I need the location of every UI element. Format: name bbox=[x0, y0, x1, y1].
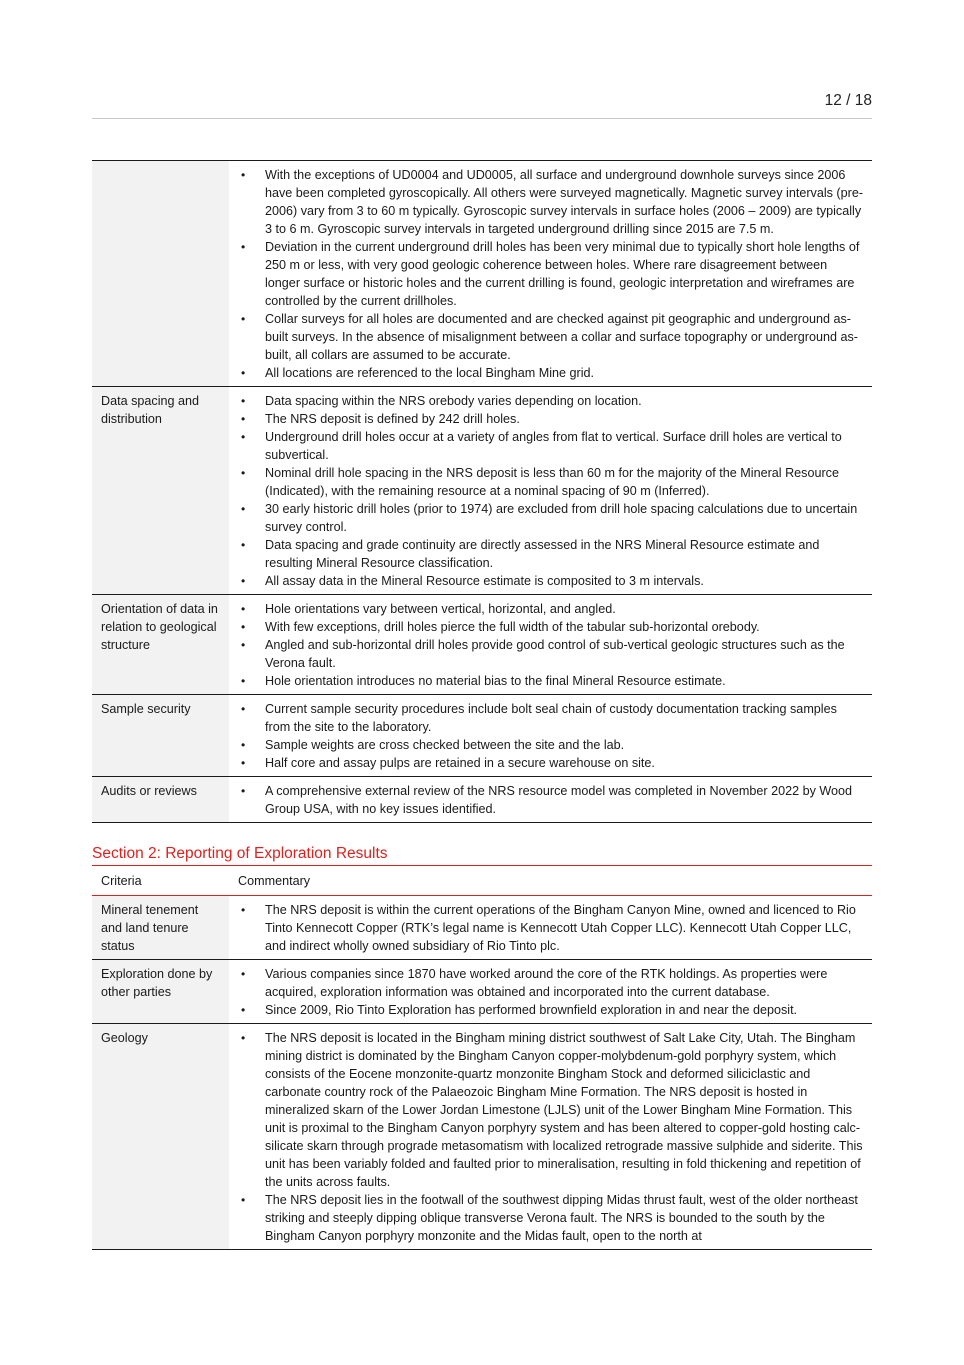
commentary-bullet: • All locations are referenced to the local Bingham Mine grid. bbox=[265, 364, 864, 382]
criteria-row-data-spacing-and-distribution bbox=[92, 387, 872, 595]
commentary-bullet: • All assay data in the Mineral Resource estimate is composited to 3 m intervals. bbox=[265, 572, 864, 590]
commentary-bullet: • Since 2009, Rio Tinto Exploration has performed brownfield exploration in and near the deposit. bbox=[265, 1001, 864, 1019]
commentary-bullet: • The NRS deposit lies in the footwall of the southwest dipping Midas thrust fault, west of the older northeast striking and steeply dipping oblique transverse Verona fault. The NRS is bounded to the south by the Bingham Canyon porphyry monzonite and the Midas fault, open to the north at bbox=[265, 1191, 864, 1245]
commentary-bullet-list bbox=[238, 166, 864, 382]
commentary-bullet: • Half core and assay pulps are retained in a secure warehouse on site. bbox=[265, 754, 864, 772]
criteria-row-sample-security bbox=[92, 695, 872, 777]
section2-header-row bbox=[92, 866, 872, 896]
commentary-header: Commentary bbox=[229, 866, 872, 896]
commentary-cell bbox=[229, 161, 872, 387]
section1-table bbox=[92, 160, 872, 823]
criteria-row-exploration-done-by-other-parties bbox=[92, 960, 872, 1024]
commentary-bullet-list bbox=[238, 700, 864, 772]
commentary-bullet: • Current sample security procedures include bolt seal chain of custody documentation tracking samples from the site to the laboratory. bbox=[265, 700, 864, 736]
commentary-cell bbox=[229, 960, 872, 1024]
criteria-row-mineral-tenement-and-land-tenure-status bbox=[92, 896, 872, 960]
commentary-bullet: • The NRS deposit is defined by 242 drill holes. bbox=[265, 410, 864, 428]
section2-table-body bbox=[92, 866, 872, 1250]
commentary-bullet: • Various companies since 1870 have worked around the core of the RTK holdings. As properties were acquired, exploration information was obtained and incorporated into the current database. bbox=[265, 965, 864, 1001]
commentary-bullet-list bbox=[238, 1029, 864, 1245]
commentary-bullet: • Hole orientations vary between vertical, horizontal, and angled. bbox=[265, 600, 864, 618]
commentary-bullet: • Sample weights are cross checked between the site and the lab. bbox=[265, 736, 864, 754]
commentary-bullet: • Data spacing within the NRS orebody varies depending on location. bbox=[265, 392, 864, 410]
commentary-bullet: • Angled and sub-horizontal drill holes provide good control of sub-vertical geologic structures such as the Verona fault. bbox=[265, 636, 864, 672]
commentary-bullet: • Deviation in the current underground drill holes has been very minimal due to typically short hole lengths of 250 m or less, with very good geologic coherence between holes. Where rare disagreement between longer surface or historic holes and the current drilling is found, geologic interpretation and wireframes are controlled by the current drillholes. bbox=[265, 238, 864, 310]
commentary-bullet: • Hole orientation introduces no material bias to the final Mineral Resource estimate. bbox=[265, 672, 864, 690]
commentary-cell bbox=[229, 695, 872, 777]
commentary-bullet: • 30 early historic drill holes (prior to 1974) are excluded from drill hole spacing calculations due to uncertain survey control. bbox=[265, 500, 864, 536]
commentary-bullet: • With few exceptions, drill holes pierce the full width of the tabular sub-horizontal orebody. bbox=[265, 618, 864, 636]
commentary-bullet-list bbox=[238, 901, 864, 955]
criteria-row-audits-or-reviews bbox=[92, 777, 872, 823]
criteria-label: Exploration done by other parties bbox=[92, 960, 229, 1024]
commentary-bullet-list bbox=[238, 965, 864, 1019]
commentary-bullet: • With the exceptions of UD0004 and UD0005, all surface and underground downhole surveys since 2006 have been completed gyroscopically. All others were surveyed magnetically. Magnetic survey intervals (pre-2006) vary from 3 to 60 m typically. Gyroscopic survey intervals in surface holes (2006 – 2009) are typically 3 to 6 m. Gyroscopic survey intervals in targeted underground drilling since 2015 are 7.5 m. bbox=[265, 166, 864, 238]
criteria-label bbox=[92, 161, 229, 387]
section2-title: Section 2: Reporting of Exploration Results bbox=[92, 844, 872, 866]
commentary-cell bbox=[229, 387, 872, 595]
commentary-bullet: • Underground drill holes occur at a variety of angles from flat to vertical. Surface drill holes are vertical to subvertical. bbox=[265, 428, 864, 464]
criteria-label: Sample security bbox=[92, 695, 229, 777]
commentary-bullet: • Nominal drill hole spacing in the NRS deposit is less than 60 m for the majority of the Mineral Resource (Indicated), with the remaining resource at a nominal spacing of 90 m (Inferred). bbox=[265, 464, 864, 500]
commentary-bullet: • The NRS deposit is located in the Bingham mining district southwest of Salt Lake City, Utah. The Bingham mining district is dominated by the Bingham Canyon copper-molybdenum-gold porphyry system, which consists of the Eocene monzonite-quartz monzonite Bingham Stock and deformed siliciclastic and carbonate country rock of the Palaeozoic Bingham Mine Formation. The NRS deposit is hosted in mineralized skarn of the Lower Jordan Limestone (LJLS) unit of the Lower Bingham Mine Formation. This unit is proximal to the Bingham Canyon porphyry system and has been altered to copper-gold hosting calc-silicate skarn through prograde metasomatism with localized retrograde massive sulphide and siderite. This unit has been variably folded and faulted prior to mineralisation, resulting in fold thickening and repetition of the units across faults. bbox=[265, 1029, 864, 1191]
header-rule bbox=[92, 118, 872, 119]
criteria-label: Orientation of data in relation to geological structure bbox=[92, 595, 229, 695]
criteria-row-geology bbox=[92, 1024, 872, 1250]
criteria-row-orientation-of-data-in-relation-to-geological-structure bbox=[92, 595, 872, 695]
section1-table-body bbox=[92, 161, 872, 823]
commentary-bullet-list bbox=[238, 392, 864, 590]
commentary-bullet: • Data spacing and grade continuity are directly assessed in the NRS Mineral Resource estimate and resulting Mineral Resource classification. bbox=[265, 536, 864, 572]
criteria-label: Data spacing and distribution bbox=[92, 387, 229, 595]
criteria-label: Geology bbox=[92, 1024, 229, 1250]
criteria-row-continued-0 bbox=[92, 161, 872, 387]
commentary-bullet: • Collar surveys for all holes are documented and are checked against pit geographic and underground as-built surveys. In the absence of misalignment between a collar and surface topography or underground as-built, all collars are assumed to be accurate. bbox=[265, 310, 864, 364]
page-number: 12 / 18 bbox=[824, 92, 872, 109]
criteria-label: Audits or reviews bbox=[92, 777, 229, 823]
commentary-bullet-list bbox=[238, 600, 864, 690]
document-content bbox=[92, 160, 872, 1250]
commentary-bullet: • The NRS deposit is within the current operations of the Bingham Canyon Mine, owned and licenced to Rio Tinto Kennecott Copper (RTK’s legal name is Kennecott Utah Copper LLC). Kennecott Utah Copper LLC, and indirect wholly owned subsidiary of Rio Tinto plc. bbox=[265, 901, 864, 955]
commentary-cell bbox=[229, 896, 872, 960]
commentary-cell bbox=[229, 595, 872, 695]
commentary-cell bbox=[229, 1024, 872, 1250]
criteria-header: Criteria bbox=[92, 866, 229, 896]
commentary-bullet-list bbox=[238, 782, 864, 818]
commentary-bullet: • A comprehensive external review of the NRS resource model was completed in November 2022 by Wood Group USA, with no key issues identified. bbox=[265, 782, 864, 818]
section2-table bbox=[92, 866, 872, 1250]
commentary-cell bbox=[229, 777, 872, 823]
criteria-label: Mineral tenement and land tenure status bbox=[92, 896, 229, 960]
